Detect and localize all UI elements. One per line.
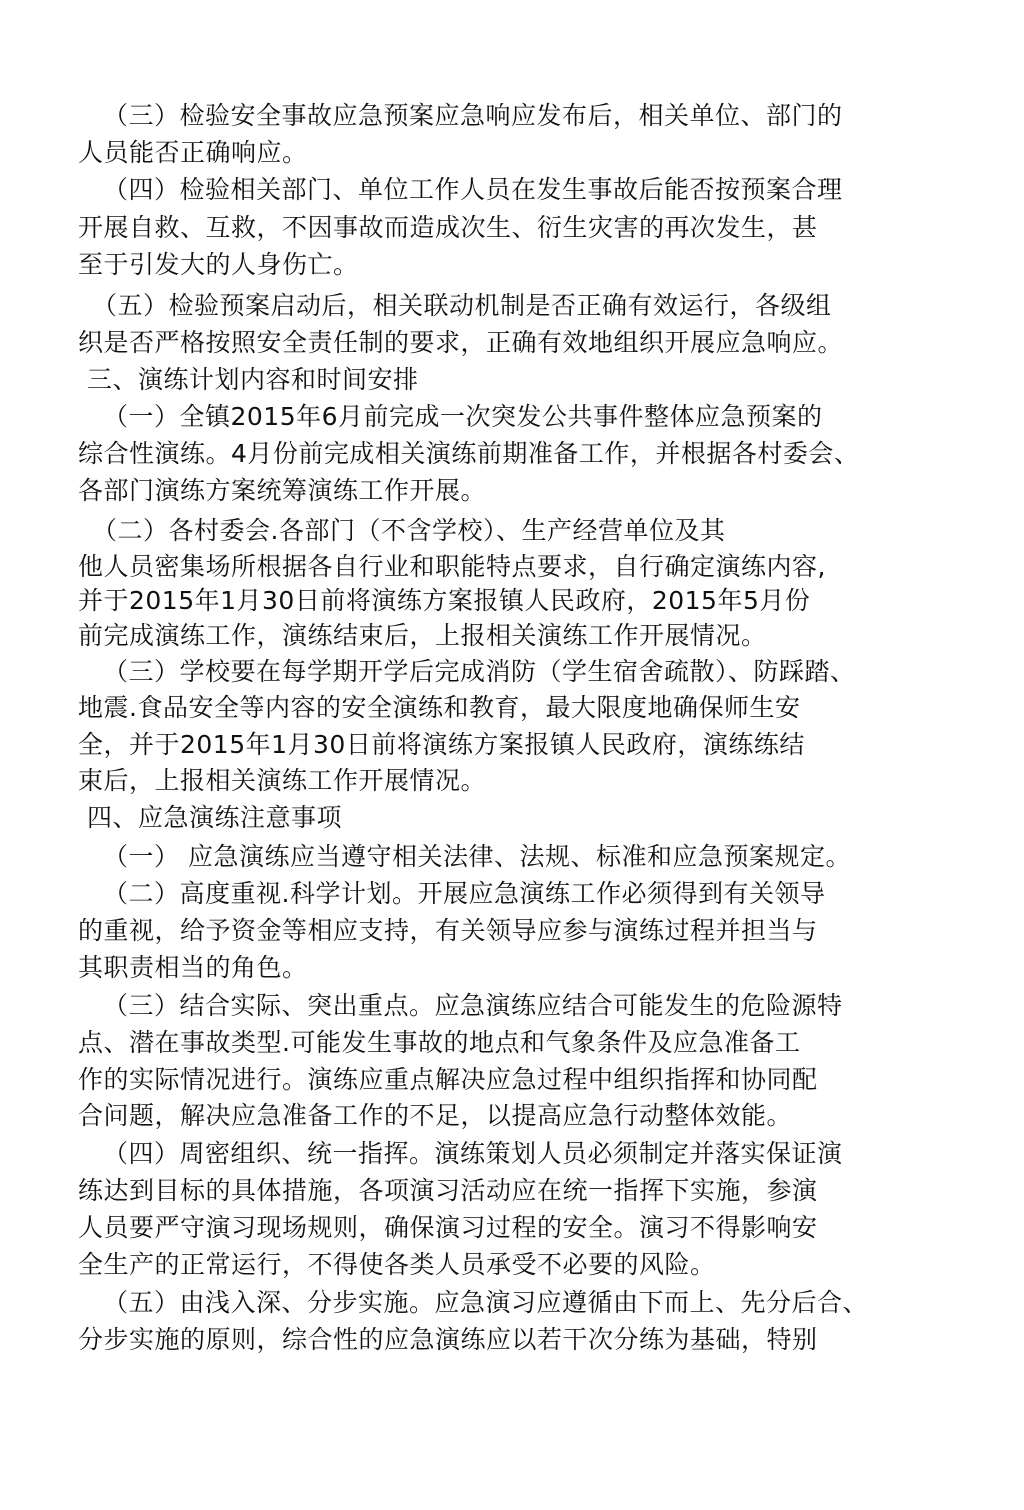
text-line: 人员能否正确响应。: [78, 138, 308, 167]
text-line: （一）全镇2015年6月前完成一次突发公共事件整体应急预案的: [103, 402, 823, 431]
text-line: 全，并于2015年1月30日前将演练方案报镇人民政府，演练练结: [78, 730, 805, 759]
text-line: 各部门演练方案统筹演练工作开展。: [78, 476, 487, 505]
text-line: 综合性演练。4月份前完成相关演练前期准备工作，并根据各村委会、: [78, 439, 860, 468]
text-line: （五）检验预案启动后，相关联动机制是否正确有效运行，各级组: [92, 291, 832, 320]
text-line: 前完成演练工作，演练结束后，上报相关演练工作开展情况。: [78, 621, 767, 650]
text-line: （三）检验安全事故应急预案应急响应发布后，相关单位、部门的: [103, 101, 843, 130]
section-heading: 三、演练计划内容和时间安排: [87, 365, 419, 394]
text-line: 的重视，给予资金等相应支持，有关领导应参与演练过程并担当与: [78, 916, 818, 945]
text-line: 至于引发大的人身伤亡。: [78, 250, 359, 279]
text-line: 并于2015年1月30日前将演练方案报镇人民政府，2015年5月份: [78, 586, 811, 615]
text-line: （四）周密组织、统一指挥。演练策划人员必须制定并落实保证演: [103, 1139, 843, 1168]
text-line: 分步实施的原则，综合性的应急演练应以若干次分练为基础，特别: [78, 1325, 818, 1354]
text-line: 开展自救、互救，不因事故而造成次生、衍生灾害的再次发生，甚: [78, 213, 818, 242]
text-line: 合问题，解决应急准备工作的不足，以提高应急行动整体效能。: [78, 1101, 793, 1130]
text-line: （一） 应急演练应当遵守相关法律、法规、标准和应急预案规定。: [103, 842, 851, 871]
text-line: （三）学校要在每学期开学后完成消防（学生宿舍疏散）、防踩踏、: [103, 657, 856, 686]
text-line: 其职责相当的角色。: [78, 953, 308, 982]
text-line: 作的实际情况进行。演练应重点解决应急过程中组织指挥和协同配: [78, 1065, 818, 1094]
text-line: 人员要严守演习现场规则，确保演习过程的安全。演习不得影响安: [78, 1213, 818, 1242]
section-heading: 四、应急演练注意事项: [87, 803, 343, 832]
text-line: 练达到目标的具体措施，各项演习活动应在统一指挥下实施，参演: [78, 1176, 818, 1205]
text-line: （五）由浅入深、分步实施。应急演习应遵循由下而上、先分后合、: [103, 1288, 869, 1317]
text-line: 全生产的正常运行，不得使各类人员承受不必要的风险。: [78, 1250, 716, 1279]
text-line: 地震.食品安全等内容的安全演练和教育，最大限度地确保师生安: [78, 693, 801, 722]
text-line: （三）结合实际、突出重点。应急演练应结合可能发生的危险源特: [103, 991, 843, 1020]
text-line: （二）高度重视.科学计划。开展应急演练工作必须得到有关领导: [103, 879, 826, 908]
text-line: 点、潜在事故类型.可能发生事故的地点和气象条件及应急准备工: [78, 1028, 801, 1057]
text-line: 束后，上报相关演练工作开展情况。: [78, 766, 487, 795]
text-line: （二）各村委会.各部门（不含学校）、生产经营单位及其: [92, 516, 726, 545]
text-line: （四）检验相关部门、单位工作人员在发生事故后能否按预案合理: [103, 175, 843, 204]
text-line: 织是否严格按照安全责任制的要求，正确有效地组织开展应急响应。: [78, 328, 844, 357]
text-line: 他人员密集场所根据各自行业和职能特点要求，自行确定演练内容,: [78, 552, 826, 581]
